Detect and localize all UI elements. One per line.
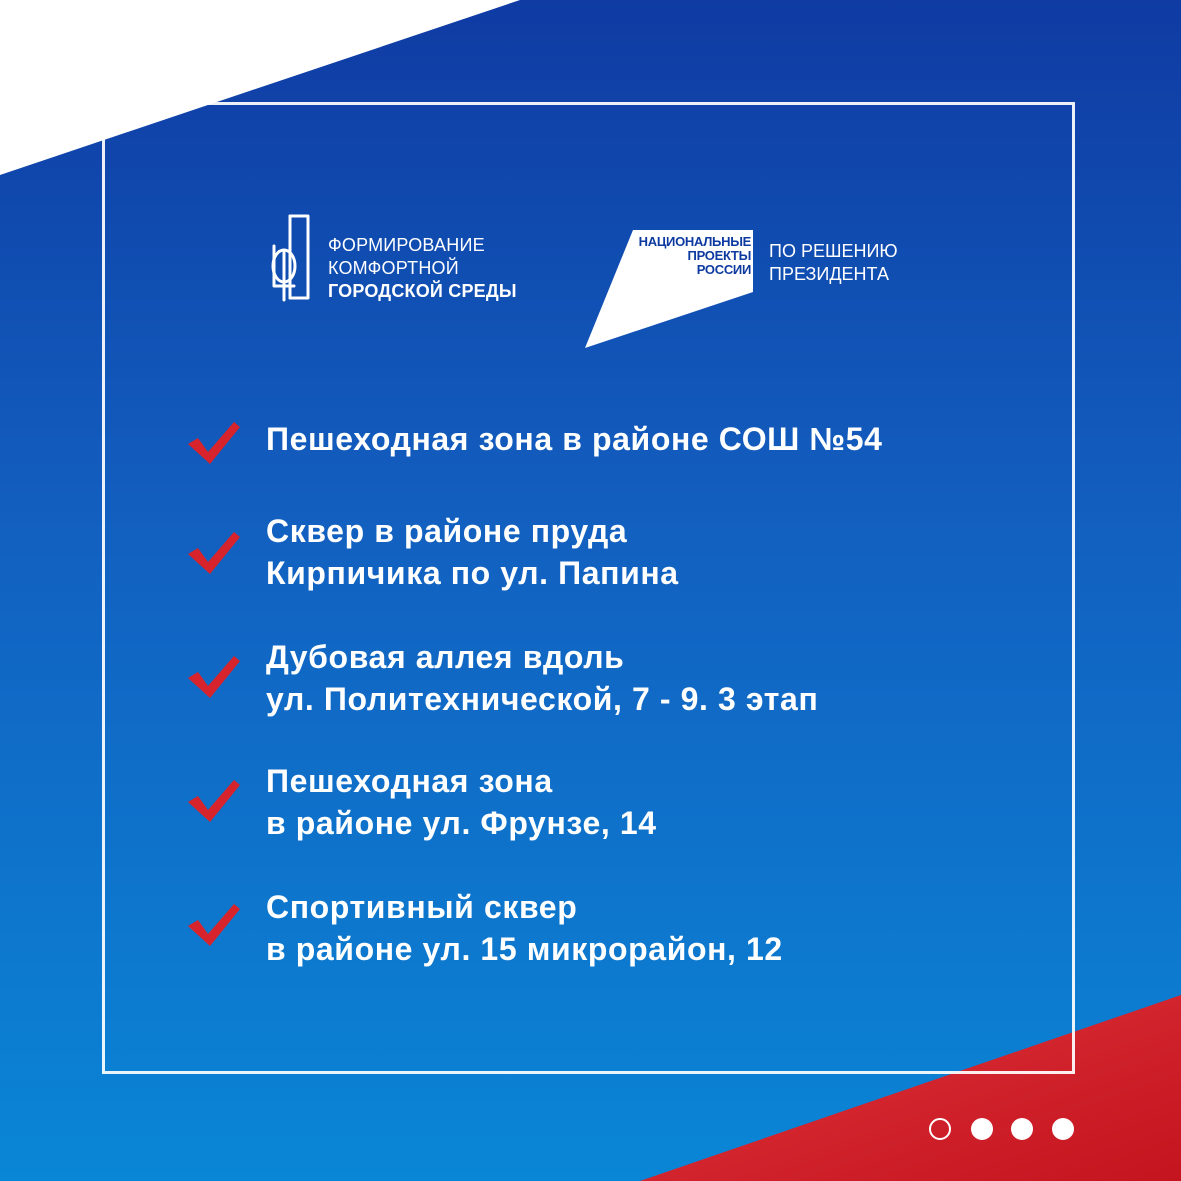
np-line-1: НАЦИОНАЛЬНЫЕ [638, 234, 751, 249]
carousel-pager [929, 1118, 1079, 1144]
slogan-line-1: ПО РЕШЕНИЮ [769, 241, 898, 261]
fkgs-line-2: КОМФОРТНОЙ [328, 258, 459, 278]
slogan-line-2: ПРЕЗИДЕНТА [769, 264, 889, 284]
item-line: Кирпичика по ул. Папина [266, 555, 679, 591]
pager-dot-1[interactable] [929, 1118, 951, 1140]
item-line: Пешеходная зона в районе СОШ №54 [266, 421, 883, 457]
fkgs-line-1: ФОРМИРОВАНИЕ [328, 235, 485, 255]
item-line: в районе ул. Фрунзе, 14 [266, 805, 657, 841]
pager-dot-4[interactable] [1052, 1118, 1074, 1140]
pager-dot-3[interactable] [1011, 1118, 1033, 1140]
item-line: ул. Политехнической, 7 - 9. 3 этап [266, 681, 819, 717]
pager-dot-2[interactable] [971, 1118, 993, 1140]
checkmark-icon [186, 530, 242, 576]
logo-comfortable-urban-environment [260, 212, 530, 304]
checkmark-icon [186, 420, 242, 466]
np-line-2: ПРОЕКТЫ [687, 248, 751, 263]
item-line: Дубовая аллея вдоль [266, 639, 625, 675]
item-line: Сквер в районе пруда [266, 513, 628, 549]
fkgs-line-3: ГОРОДСКОЙ СРЕДЫ [328, 281, 517, 301]
checkmark-icon [186, 778, 242, 824]
item-line: в районе ул. 15 микрорайон, 12 [266, 931, 783, 967]
item-line: Пешеходная зона [266, 763, 553, 799]
np-line-3: РОССИИ [696, 262, 751, 277]
checkmark-icon [186, 902, 242, 948]
logo-national-projects [583, 228, 923, 352]
building-document-icon [260, 212, 320, 304]
checkmark-icon [186, 654, 242, 700]
item-line: Спортивный сквер [266, 889, 578, 925]
